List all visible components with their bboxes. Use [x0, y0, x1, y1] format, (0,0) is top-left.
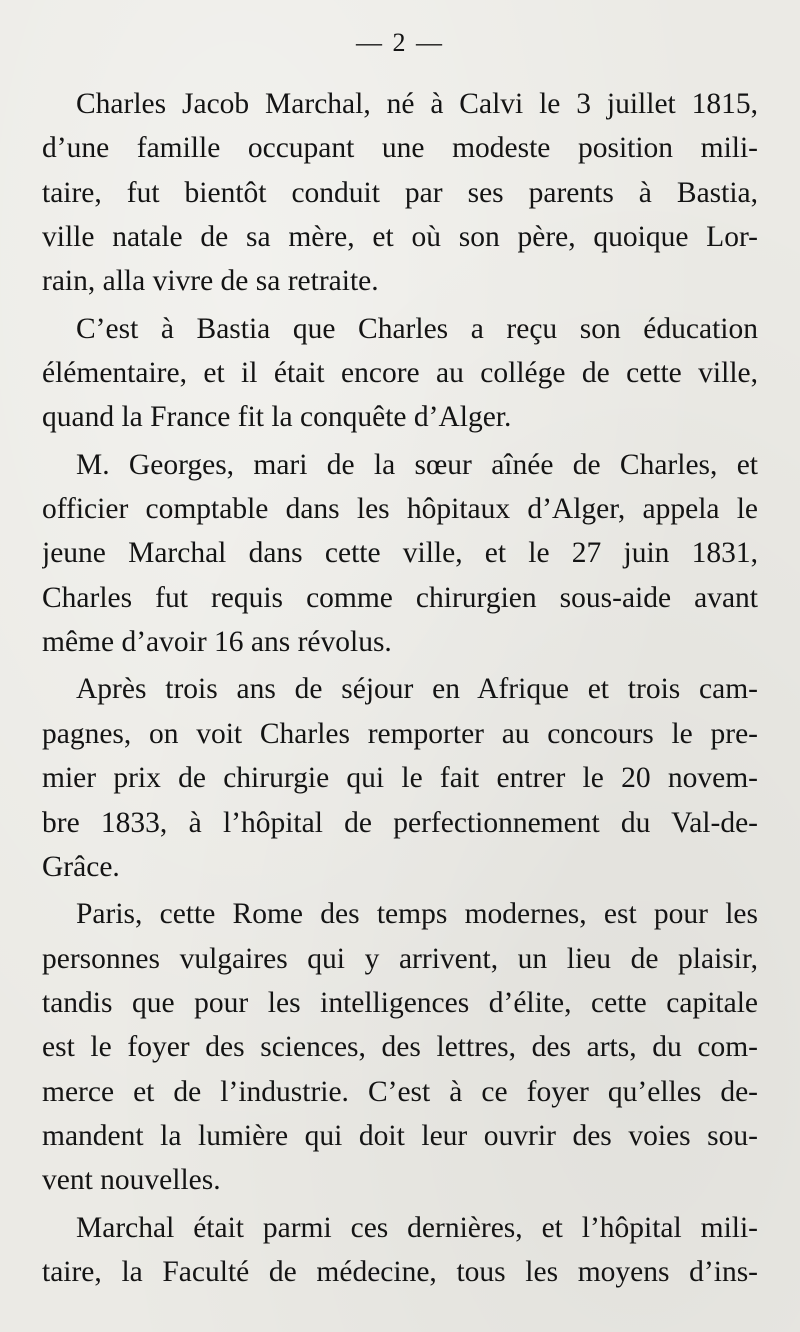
- text-line: taire, la Faculté de médecine, tous les moyens d’ins-: [42, 1255, 758, 1288]
- text-line: bre 1833, à l’hôpital de perfectionnement du Val-de-: [42, 806, 758, 839]
- text-line: jeune Marchal dans cette ville, et le 27 juin 1831,: [42, 537, 758, 570]
- text-line: élémentaire, et il était encore au collége de cette ville,: [42, 357, 758, 390]
- text-line: taire, fut bientôt conduit par ses parents à Bastia,: [42, 176, 758, 209]
- page-number: — 2 —: [356, 28, 444, 57]
- text-line: Après trois ans de séjour en Afrique et trois cam-: [76, 673, 758, 706]
- text-line: Grâce.: [42, 850, 120, 883]
- text-line: même d’avoir 16 ans révolus.: [42, 626, 392, 659]
- paragraph-2: [42, 307, 758, 440]
- paragraph-3: [42, 443, 758, 665]
- paragraph-4: [42, 667, 758, 889]
- text-line: Marchal était parmi ces dernières, et l’hôpital mili-: [76, 1211, 758, 1244]
- paragraph-1: [42, 82, 758, 304]
- body-text: [42, 82, 758, 1294]
- text-line: officier comptable dans les hôpitaux d’Alger, appela le: [42, 493, 758, 526]
- text-line: M. Georges, mari de la sœur aînée de Charles, et: [76, 448, 758, 481]
- text-line: mandent la lumière qui doit leur ouvrir des voies sou-: [42, 1119, 758, 1152]
- text-line: mier prix de chirurgie qui le fait entrer le 20 novem-: [42, 762, 758, 795]
- text-line: tandis que pour les intelligences d’élite, cette capitale: [42, 986, 758, 1019]
- paragraph-5: [42, 892, 758, 1202]
- text-line: personnes vulgaires qui y arrivent, un lieu de plaisir,: [42, 942, 758, 975]
- text-line: d’une famille occupant une modeste position mili-: [42, 132, 758, 165]
- text-line: merce et de l’industrie. C’est à ce foyer qu’elles de-: [42, 1075, 758, 1108]
- text-line: Paris, cette Rome des temps modernes, est pour les: [76, 898, 758, 931]
- paragraph-6: [42, 1206, 758, 1295]
- text-line: vent nouvelles.: [42, 1164, 221, 1197]
- text-line: est le foyer des sciences, des lettres, des arts, du com-: [42, 1031, 758, 1064]
- text-line: C’est à Bastia que Charles a reçu son éducation: [76, 312, 758, 345]
- text-line: ville natale de sa mère, et où son père, quoique Lor-: [42, 221, 758, 254]
- text-line: pagnes, on voit Charles remporter au concours le pre-: [42, 717, 758, 750]
- text-line: rain, alla vivre de sa retraite.: [42, 265, 379, 298]
- text-line: quand la France fit la conquête d’Alger.: [42, 401, 512, 434]
- text-line: Charles fut requis comme chirurgien sous-aide avant: [42, 581, 758, 614]
- text-line: Charles Jacob Marchal, né à Calvi le 3 juillet 1815,: [76, 88, 758, 120]
